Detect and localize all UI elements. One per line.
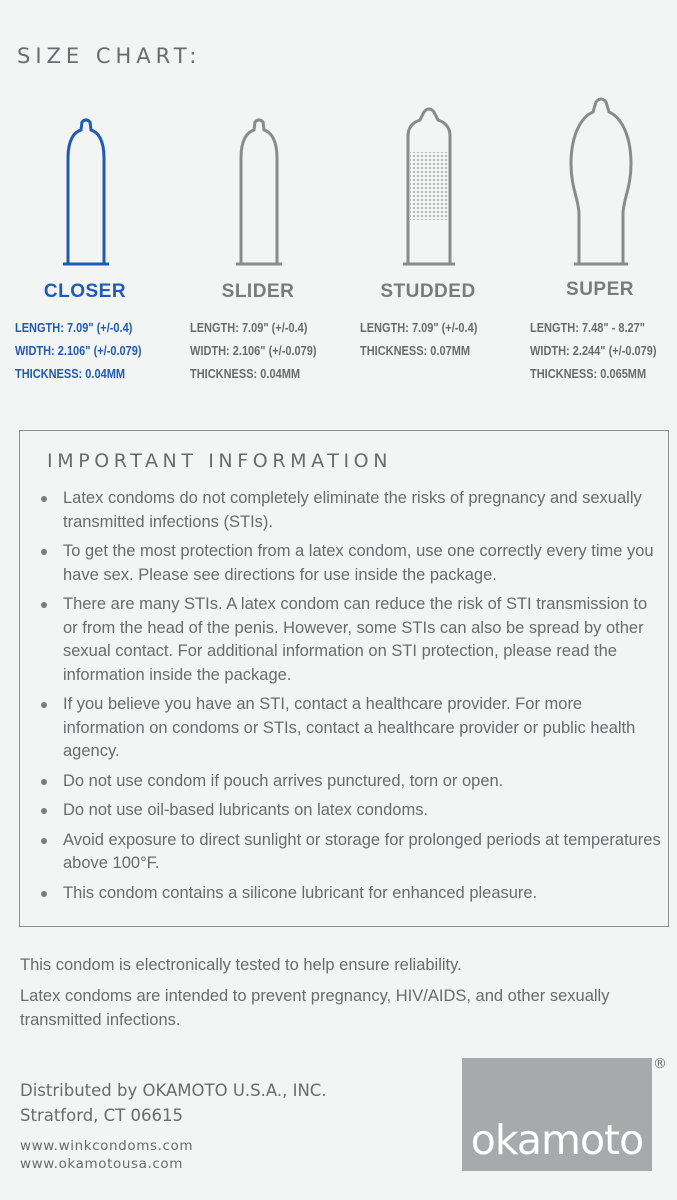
distributor-name: Distributed by OKAMOTO U.S.A., INC. [20,1081,327,1100]
size-name-studded: STUDDED [380,281,476,302]
tested-note: This condom is electronically tested to help ensure reliability. [20,956,462,974]
spec-line: WIDTH: 2.106" (+/-0.079) [190,344,317,358]
list-item: To get the most protection from a latex condom, use one correctly every time you have sex. Please see directions for use inside the package. [34,540,664,587]
okamoto-logo [462,1058,652,1171]
list-item: Do not use condom if pouch arrives punctured, torn or open. [34,770,664,794]
closer-condom-icon [60,118,112,268]
spec-line: THICKNESS: 0.04MM [15,367,126,381]
logo-text: okamoto [470,1116,644,1164]
spec-line: LENGTH: 7.09" (+/-0.4) [15,321,133,335]
important-information-title: IMPORTANT INFORMATION [47,450,393,472]
spec-line: WIDTH: 2.106" (+/-0.079) [15,344,142,358]
closer-specs [15,317,142,386]
spec-line: THICKNESS: 0.04MM [190,367,301,381]
intended-use-note: Latex condoms are intended to prevent pregnancy, HIV/AIDS, and other sexually transmitted infections. [20,987,610,1029]
important-information-list [34,487,664,911]
website-link[interactable]: www.winkcondoms.com [20,1138,194,1154]
slider-specs [190,317,317,386]
studded-specs [360,317,477,363]
studded-condom-icon [400,106,458,268]
size-chart-title: SIZE CHART: [17,44,202,68]
super-condom-icon [565,96,637,268]
size-name-closer: CLOSER [43,281,127,302]
spec-line: LENGTH: 7.48" - 8.27" [530,321,645,335]
list-item: If you believe you have an STI, contact a healthcare provider. For more information on condoms or STIs, contact a healthcare provider or public health agency. [34,693,664,764]
spec-line: THICKNESS: 0.065MM [530,367,647,381]
distributor-address: Stratford, CT 06615 [20,1106,184,1125]
list-item: Do not use oil-based lubricants on latex condoms. [34,799,664,823]
spec-line: WIDTH: 2.244" (+/-0.079) [530,344,657,358]
registered-mark: ® [653,1056,667,1072]
list-item: There are many STIs. A latex condom can reduce the risk of STI transmission to or from the head of the penis. However, some STIs can also be spread by other sexual contact. For additional information on STI protection, please read the information inside the package. [34,593,664,687]
website-link[interactable]: www.okamotousa.com [20,1156,184,1172]
spec-line: LENGTH: 7.09" (+/-0.4) [360,321,478,335]
list-item: This condom contains a silicone lubricant for enhanced pleasure. [34,882,664,906]
spec-line: LENGTH: 7.09" (+/-0.4) [190,321,308,335]
size-name-slider: SLIDER [221,281,295,302]
list-item: Avoid exposure to direct sunlight or storage for prolonged periods at temperatures above 100°F. [34,829,664,876]
list-item: Latex condoms do not completely eliminate the risks of pregnancy and sexually transmitted infections (STIs). [34,487,664,534]
super-specs [530,317,657,386]
size-name-super: SUPER [566,279,634,300]
slider-condom-icon [233,118,285,268]
spec-line: THICKNESS: 0.07MM [360,344,471,358]
important-information-box [19,430,669,927]
